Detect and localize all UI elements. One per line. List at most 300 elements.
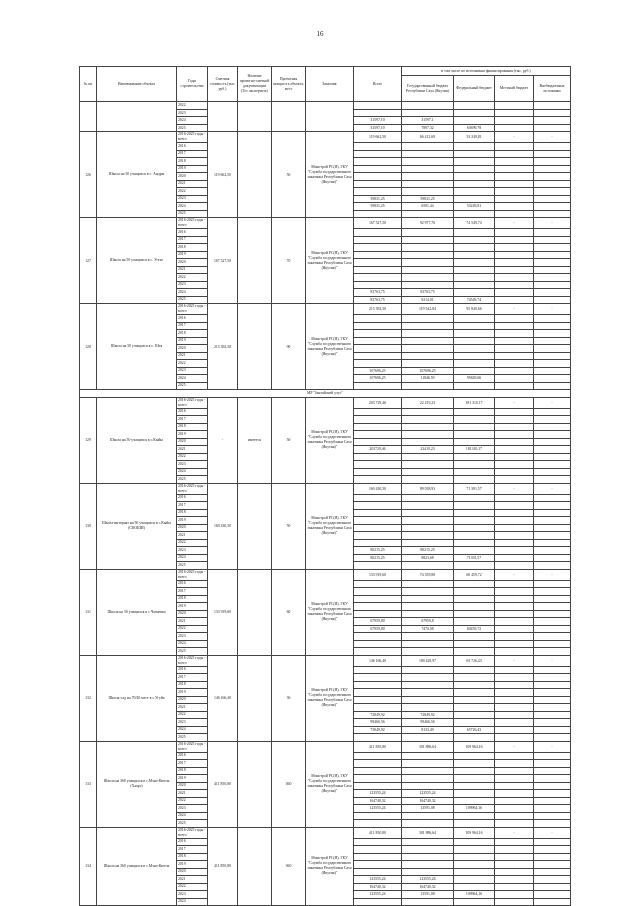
total-cell <box>354 494 402 502</box>
federal-cell: 71 391,57 <box>454 483 495 494</box>
total-cell: 59831,25 <box>354 203 402 211</box>
extra-cell <box>534 337 571 345</box>
total-cell: 80215,25 <box>354 547 402 555</box>
federal-cell <box>454 476 495 484</box>
total-cell <box>354 704 402 712</box>
extra-cell <box>534 689 571 697</box>
state-budget-cell: 164740,32 <box>402 883 454 891</box>
estimated-cost: 167 527,50 <box>208 218 238 304</box>
extra-cell <box>534 898 571 906</box>
local-cell <box>495 891 534 899</box>
customer: Минстрой РС(Я), ГКУ "Служба государственного заказчика Республики Саха (Якутия)" <box>306 741 354 827</box>
design-capacity: 60 <box>272 569 306 655</box>
extra-cell <box>534 375 571 383</box>
total-cell <box>354 150 402 158</box>
year-cell: 2017 <box>177 416 208 424</box>
extra-cell <box>534 726 571 734</box>
col-total: Всего <box>354 67 402 102</box>
federal-cell <box>454 502 495 510</box>
table-row <box>80 304 571 315</box>
customer: Минстрой РС(Я), ГКУ "Служба государственного заказчика Республики Саха (Якутия)" <box>306 569 354 655</box>
extra-cell: - <box>534 827 571 838</box>
state-budget-cell <box>402 423 454 431</box>
local-cell <box>495 360 534 368</box>
extra-cell <box>534 210 571 218</box>
local-cell <box>495 853 534 861</box>
federal-cell <box>454 883 495 891</box>
year-cell: 2024 <box>177 898 208 906</box>
local-cell <box>495 352 534 360</box>
total-cell <box>354 861 402 869</box>
total-cell <box>354 846 402 854</box>
federal-cell <box>454 812 495 820</box>
total-cell <box>354 352 402 360</box>
local-cell <box>495 861 534 869</box>
year-cell: 2016 <box>177 838 208 846</box>
customer: Минстрой РС(Я), ГКУ "Служба государственного заказчика Республики Саха (Якутия)" <box>306 655 354 741</box>
local-cell <box>495 330 534 338</box>
extra-cell <box>534 143 571 151</box>
total-cell: 67959,80 <box>354 625 402 633</box>
state-budget-cell <box>402 820 454 828</box>
total-cell <box>354 251 402 259</box>
state-budget-cell <box>402 696 454 704</box>
year-cell: 2018 <box>177 158 208 166</box>
total-cell <box>354 416 402 424</box>
state-budget-cell: 7470,08 <box>402 625 454 633</box>
design-capacity: 360 <box>272 827 306 906</box>
year-cell: 2019 <box>177 861 208 869</box>
extra-cell <box>534 719 571 727</box>
extra-cell <box>534 820 571 828</box>
local-cell <box>495 322 534 330</box>
local-cell <box>495 532 534 540</box>
extra-cell <box>534 322 571 330</box>
local-cell <box>495 266 534 274</box>
design-capacity: 90 <box>272 304 306 390</box>
total-cell <box>354 820 402 828</box>
year-cell: 2023 <box>177 461 208 469</box>
year-cell: 2019 <box>177 165 208 173</box>
local-cell <box>495 588 534 596</box>
extra-cell <box>534 625 571 633</box>
year-cell: 2022 <box>177 102 208 110</box>
col-finance-group: в том числе по источникам финансирования (тыс. руб.) <box>402 67 571 76</box>
local-cell <box>495 711 534 719</box>
total-cell: 160 430,50 <box>354 483 402 494</box>
local-cell <box>495 666 534 674</box>
total-cell <box>354 588 402 596</box>
extra-cell <box>534 423 571 431</box>
year-cell: 2025 <box>177 648 208 656</box>
extra-cell: - <box>534 304 571 315</box>
federal-cell <box>454 229 495 237</box>
federal-cell <box>454 195 495 203</box>
local-cell: - <box>495 655 534 666</box>
year-cell: 2018 <box>177 509 208 517</box>
extra-cell <box>534 524 571 532</box>
total-cell <box>354 180 402 188</box>
extra-cell: - <box>534 397 571 408</box>
extra-cell <box>534 580 571 588</box>
federal-cell <box>454 408 495 416</box>
col-docs: Наличие проектно-сметной документации (Гос.экспертиза) <box>238 67 272 102</box>
total-cell: 83763,75 <box>354 296 402 304</box>
year-cell: 2017 <box>177 322 208 330</box>
total-cell <box>354 408 402 416</box>
federal-cell <box>454 861 495 869</box>
object-number: 128 <box>80 304 97 390</box>
local-cell <box>495 124 534 132</box>
year-cell: 2021 <box>177 352 208 360</box>
total-cell <box>354 752 402 760</box>
state-budget-cell <box>402 259 454 267</box>
local-cell <box>495 337 534 345</box>
year-cell: 2016 <box>177 666 208 674</box>
state-budget-cell <box>402 509 454 517</box>
state-budget-cell <box>402 562 454 570</box>
state-budget-cell <box>402 846 454 854</box>
year-cell: 2023 <box>177 281 208 289</box>
extra-cell <box>534 554 571 562</box>
extra-cell <box>534 681 571 689</box>
total-cell <box>354 244 402 252</box>
total-cell: 411 850,80 <box>354 741 402 752</box>
local-cell <box>495 453 534 461</box>
extra-cell <box>534 502 571 510</box>
extra-cell <box>534 618 571 626</box>
extra-cell <box>534 150 571 158</box>
table-row <box>80 741 571 752</box>
federal-cell <box>454 633 495 641</box>
extra-cell <box>534 666 571 674</box>
year-cell: 2017 <box>177 236 208 244</box>
year-cell: 2024 <box>177 375 208 383</box>
extra-cell <box>534 476 571 484</box>
local-cell <box>495 438 534 446</box>
local-cell <box>495 203 534 211</box>
year-cell: 2017 <box>177 760 208 768</box>
docs-cell-cont <box>238 102 272 132</box>
total-cell: 59831,25 <box>354 195 402 203</box>
year-cell: 2025 <box>177 476 208 484</box>
table-row <box>80 827 571 838</box>
state-budget-cell <box>402 266 454 274</box>
federal-cell <box>454 236 495 244</box>
year-cell: 2020 <box>177 868 208 876</box>
federal-cell <box>454 898 495 906</box>
federal-cell <box>454 117 495 125</box>
year-cell: 2018 <box>177 767 208 775</box>
year-cell: 2022 <box>177 539 208 547</box>
state-budget-cell: 13591,08 <box>402 805 454 813</box>
total-cell <box>354 775 402 783</box>
construction-schedule-table <box>79 66 571 906</box>
local-cell <box>495 562 534 570</box>
design-capacity: 50 <box>272 483 306 569</box>
estimated-cost: 215 392,50 <box>208 304 238 390</box>
extra-cell <box>534 696 571 704</box>
state-budget-cell <box>402 274 454 282</box>
state-budget-cell <box>402 360 454 368</box>
year-cell: 2025 <box>177 734 208 742</box>
total-cell: 133 919,60 <box>354 569 402 580</box>
year-cell: 2025 <box>177 382 208 390</box>
federal-cell <box>454 562 495 570</box>
state-budget-cell <box>402 173 454 181</box>
extra-cell <box>534 266 571 274</box>
customer-cell-cont <box>306 102 354 132</box>
total-cell <box>354 681 402 689</box>
local-cell <box>495 289 534 297</box>
year-cell: 2018 <box>177 330 208 338</box>
extra-cell <box>534 734 571 742</box>
year-cell: 2019 <box>177 689 208 697</box>
federal-cell <box>454 603 495 611</box>
total-cell <box>354 633 402 641</box>
total-cell <box>354 259 402 267</box>
state-budget-cell: 8823,68 <box>402 554 454 562</box>
local-cell <box>495 719 534 727</box>
federal-cell <box>454 610 495 618</box>
total-cell: 107696,25 <box>354 375 402 383</box>
total-cell <box>354 760 402 768</box>
federal-cell <box>454 752 495 760</box>
federal-cell: 95849,66 <box>454 375 495 383</box>
extra-cell: - <box>534 741 571 752</box>
local-cell <box>495 782 534 790</box>
total-cell <box>354 158 402 166</box>
federal-cell <box>454 797 495 805</box>
state-budget-cell <box>402 861 454 869</box>
total-cell: 215 392,50 <box>354 304 402 315</box>
federal-cell <box>454 767 495 775</box>
extra-cell <box>534 195 571 203</box>
extra-cell <box>534 281 571 289</box>
local-cell <box>495 805 534 813</box>
federal-cell <box>454 416 495 424</box>
state-budget-cell <box>402 580 454 588</box>
state-budget-cell: 67959,8 <box>402 618 454 626</box>
year-cell: 2023 <box>177 195 208 203</box>
object-name: Школа на 360 учащихся в с.Мэнэ-Кюель <box>97 827 177 906</box>
total-cell <box>354 868 402 876</box>
local-cell <box>495 517 534 525</box>
object-number: 127 <box>80 218 97 304</box>
state-budget-cell: 99466,56 <box>402 719 454 727</box>
year-cell: 2021 <box>177 876 208 884</box>
local-cell: - <box>495 304 534 315</box>
design-docs-status <box>238 741 272 827</box>
extra-cell <box>534 509 571 517</box>
local-cell <box>495 595 534 603</box>
federal-cell <box>454 580 495 588</box>
extra-cell <box>534 446 571 454</box>
local-cell <box>495 476 534 484</box>
year-cell: 2019 <box>177 431 208 439</box>
object-number: 129 <box>80 397 97 483</box>
federal-cell: 65726,43 <box>454 726 495 734</box>
state-budget-cell: 89 038,93 <box>402 483 454 494</box>
state-budget-cell <box>402 382 454 390</box>
object-name: Школа на 50 учащихся в с.Чапаевка <box>97 569 177 655</box>
total-cell <box>354 423 402 431</box>
design-docs-status <box>238 483 272 569</box>
total-cell: 80215,25 <box>354 554 402 562</box>
name-cell-cont <box>97 102 177 132</box>
extra-cell <box>534 236 571 244</box>
design-docs-status <box>238 304 272 390</box>
design-capacity: 36 <box>272 655 306 741</box>
year-cell: 2024 <box>177 203 208 211</box>
num-cell-cont <box>80 102 97 132</box>
federal-cell <box>454 532 495 540</box>
total-cell <box>354 453 402 461</box>
year-cell: 2021 <box>177 790 208 798</box>
state-budget-cell <box>402 775 454 783</box>
extra-cell <box>534 640 571 648</box>
design-capacity: 360 <box>272 741 306 827</box>
total-cell <box>354 382 402 390</box>
local-cell <box>495 846 534 854</box>
year-cell: 2025 <box>177 210 208 218</box>
local-cell: - <box>495 569 534 580</box>
local-cell <box>495 109 534 117</box>
local-cell <box>495 610 534 618</box>
total-cell <box>354 236 402 244</box>
total-cell <box>354 603 402 611</box>
local-cell <box>495 696 534 704</box>
state-budget-cell <box>402 898 454 906</box>
local-cell: - <box>495 397 534 408</box>
state-budget-cell <box>402 588 454 596</box>
total-cell: 107696,25 <box>354 367 402 375</box>
state-budget-cell <box>402 352 454 360</box>
local-cell <box>495 195 534 203</box>
total-cell <box>354 853 402 861</box>
extra-cell <box>534 173 571 181</box>
customer: Минстрой РС(Я), ГКУ "Служба государственного заказчика Республики Саха (Якутия)" <box>306 304 354 390</box>
federal-cell <box>454 666 495 674</box>
year-cell: 2022 <box>177 188 208 196</box>
year-cell: 2016 <box>177 752 208 760</box>
extra-cell <box>534 117 571 125</box>
total-cell <box>354 640 402 648</box>
object-number: 134 <box>80 827 97 906</box>
year-cell: 2023 <box>177 805 208 813</box>
local-cell <box>495 689 534 697</box>
extra-cell <box>534 345 571 353</box>
year-cell: 2025 <box>177 296 208 304</box>
extra-cell <box>534 603 571 611</box>
table-row <box>80 483 571 494</box>
year-cell: 2023 <box>177 891 208 899</box>
extra-cell <box>534 752 571 760</box>
federal-cell <box>454 461 495 469</box>
state-budget-cell <box>402 229 454 237</box>
total-cell <box>354 734 402 742</box>
state-budget-cell: 123555,24 <box>402 790 454 798</box>
extra-cell <box>534 588 571 596</box>
extra-cell <box>534 229 571 237</box>
year-cell: 2024 <box>177 812 208 820</box>
federal-cell <box>454 674 495 682</box>
year-cell: 2016-2025 годы - всего <box>177 218 208 229</box>
total-cell <box>354 509 402 517</box>
local-cell <box>495 797 534 805</box>
year-cell: 2017 <box>177 502 208 510</box>
design-docs-status: имеется <box>238 397 272 483</box>
total-cell: 123555,24 <box>354 876 402 884</box>
state-budget-cell <box>402 610 454 618</box>
local-cell <box>495 640 534 648</box>
state-budget-cell <box>402 853 454 861</box>
extra-cell <box>534 711 571 719</box>
extra-cell <box>534 562 571 570</box>
customer: Минстрой РС(Я), ГКУ "Служба государственного заказчика Республики Саха (Якутия)" <box>306 218 354 304</box>
local-cell <box>495 180 534 188</box>
year-cell: 2018 <box>177 595 208 603</box>
federal-cell <box>454 150 495 158</box>
federal-cell <box>454 494 495 502</box>
federal-cell <box>454 640 495 648</box>
year-cell: 2019 <box>177 251 208 259</box>
year-cell: 2023 <box>177 547 208 555</box>
table-row <box>80 655 571 666</box>
extra-cell <box>534 891 571 899</box>
extra-cell <box>534 853 571 861</box>
local-cell <box>495 281 534 289</box>
federal-cell: 60 459,72 <box>454 569 495 580</box>
local-cell <box>495 502 534 510</box>
state-budget-cell: 301 886,64 <box>402 827 454 838</box>
year-cell: 2021 <box>177 266 208 274</box>
total-cell <box>354 610 402 618</box>
extra-cell <box>534 438 571 446</box>
federal-cell <box>454 760 495 768</box>
local-cell: - <box>495 132 534 143</box>
total-cell <box>354 102 402 110</box>
total-cell: 119 662,50 <box>354 132 402 143</box>
federal-cell <box>454 509 495 517</box>
extra-cell <box>534 782 571 790</box>
year-cell: 2024 <box>177 289 208 297</box>
federal-cell <box>454 259 495 267</box>
state-budget-cell <box>402 752 454 760</box>
object-name: Школа на 360 учащихся в с.Мэнэ-Кюель (Хаарэ) <box>97 741 177 827</box>
local-cell <box>495 547 534 555</box>
total-cell: 67959,80 <box>354 618 402 626</box>
state-budget-cell: 8133,49 <box>402 726 454 734</box>
total-cell <box>354 322 402 330</box>
state-budget-cell: 119 542,84 <box>402 304 454 315</box>
federal-cell <box>454 711 495 719</box>
federal-cell <box>454 618 495 626</box>
state-budget-cell <box>402 188 454 196</box>
state-budget-cell <box>402 633 454 641</box>
extra-cell <box>534 158 571 166</box>
year-cell: 2016-2025 годы - всего <box>177 569 208 580</box>
col-period: Годы строительства <box>177 67 208 102</box>
extra-cell: - <box>534 218 571 229</box>
extra-cell <box>534 674 571 682</box>
extra-cell <box>534 648 571 656</box>
extra-cell <box>534 180 571 188</box>
extra-cell <box>534 468 571 476</box>
state-budget-cell <box>402 453 454 461</box>
year-cell: 2022 <box>177 797 208 805</box>
col-name: Наименование объекта <box>97 67 177 102</box>
